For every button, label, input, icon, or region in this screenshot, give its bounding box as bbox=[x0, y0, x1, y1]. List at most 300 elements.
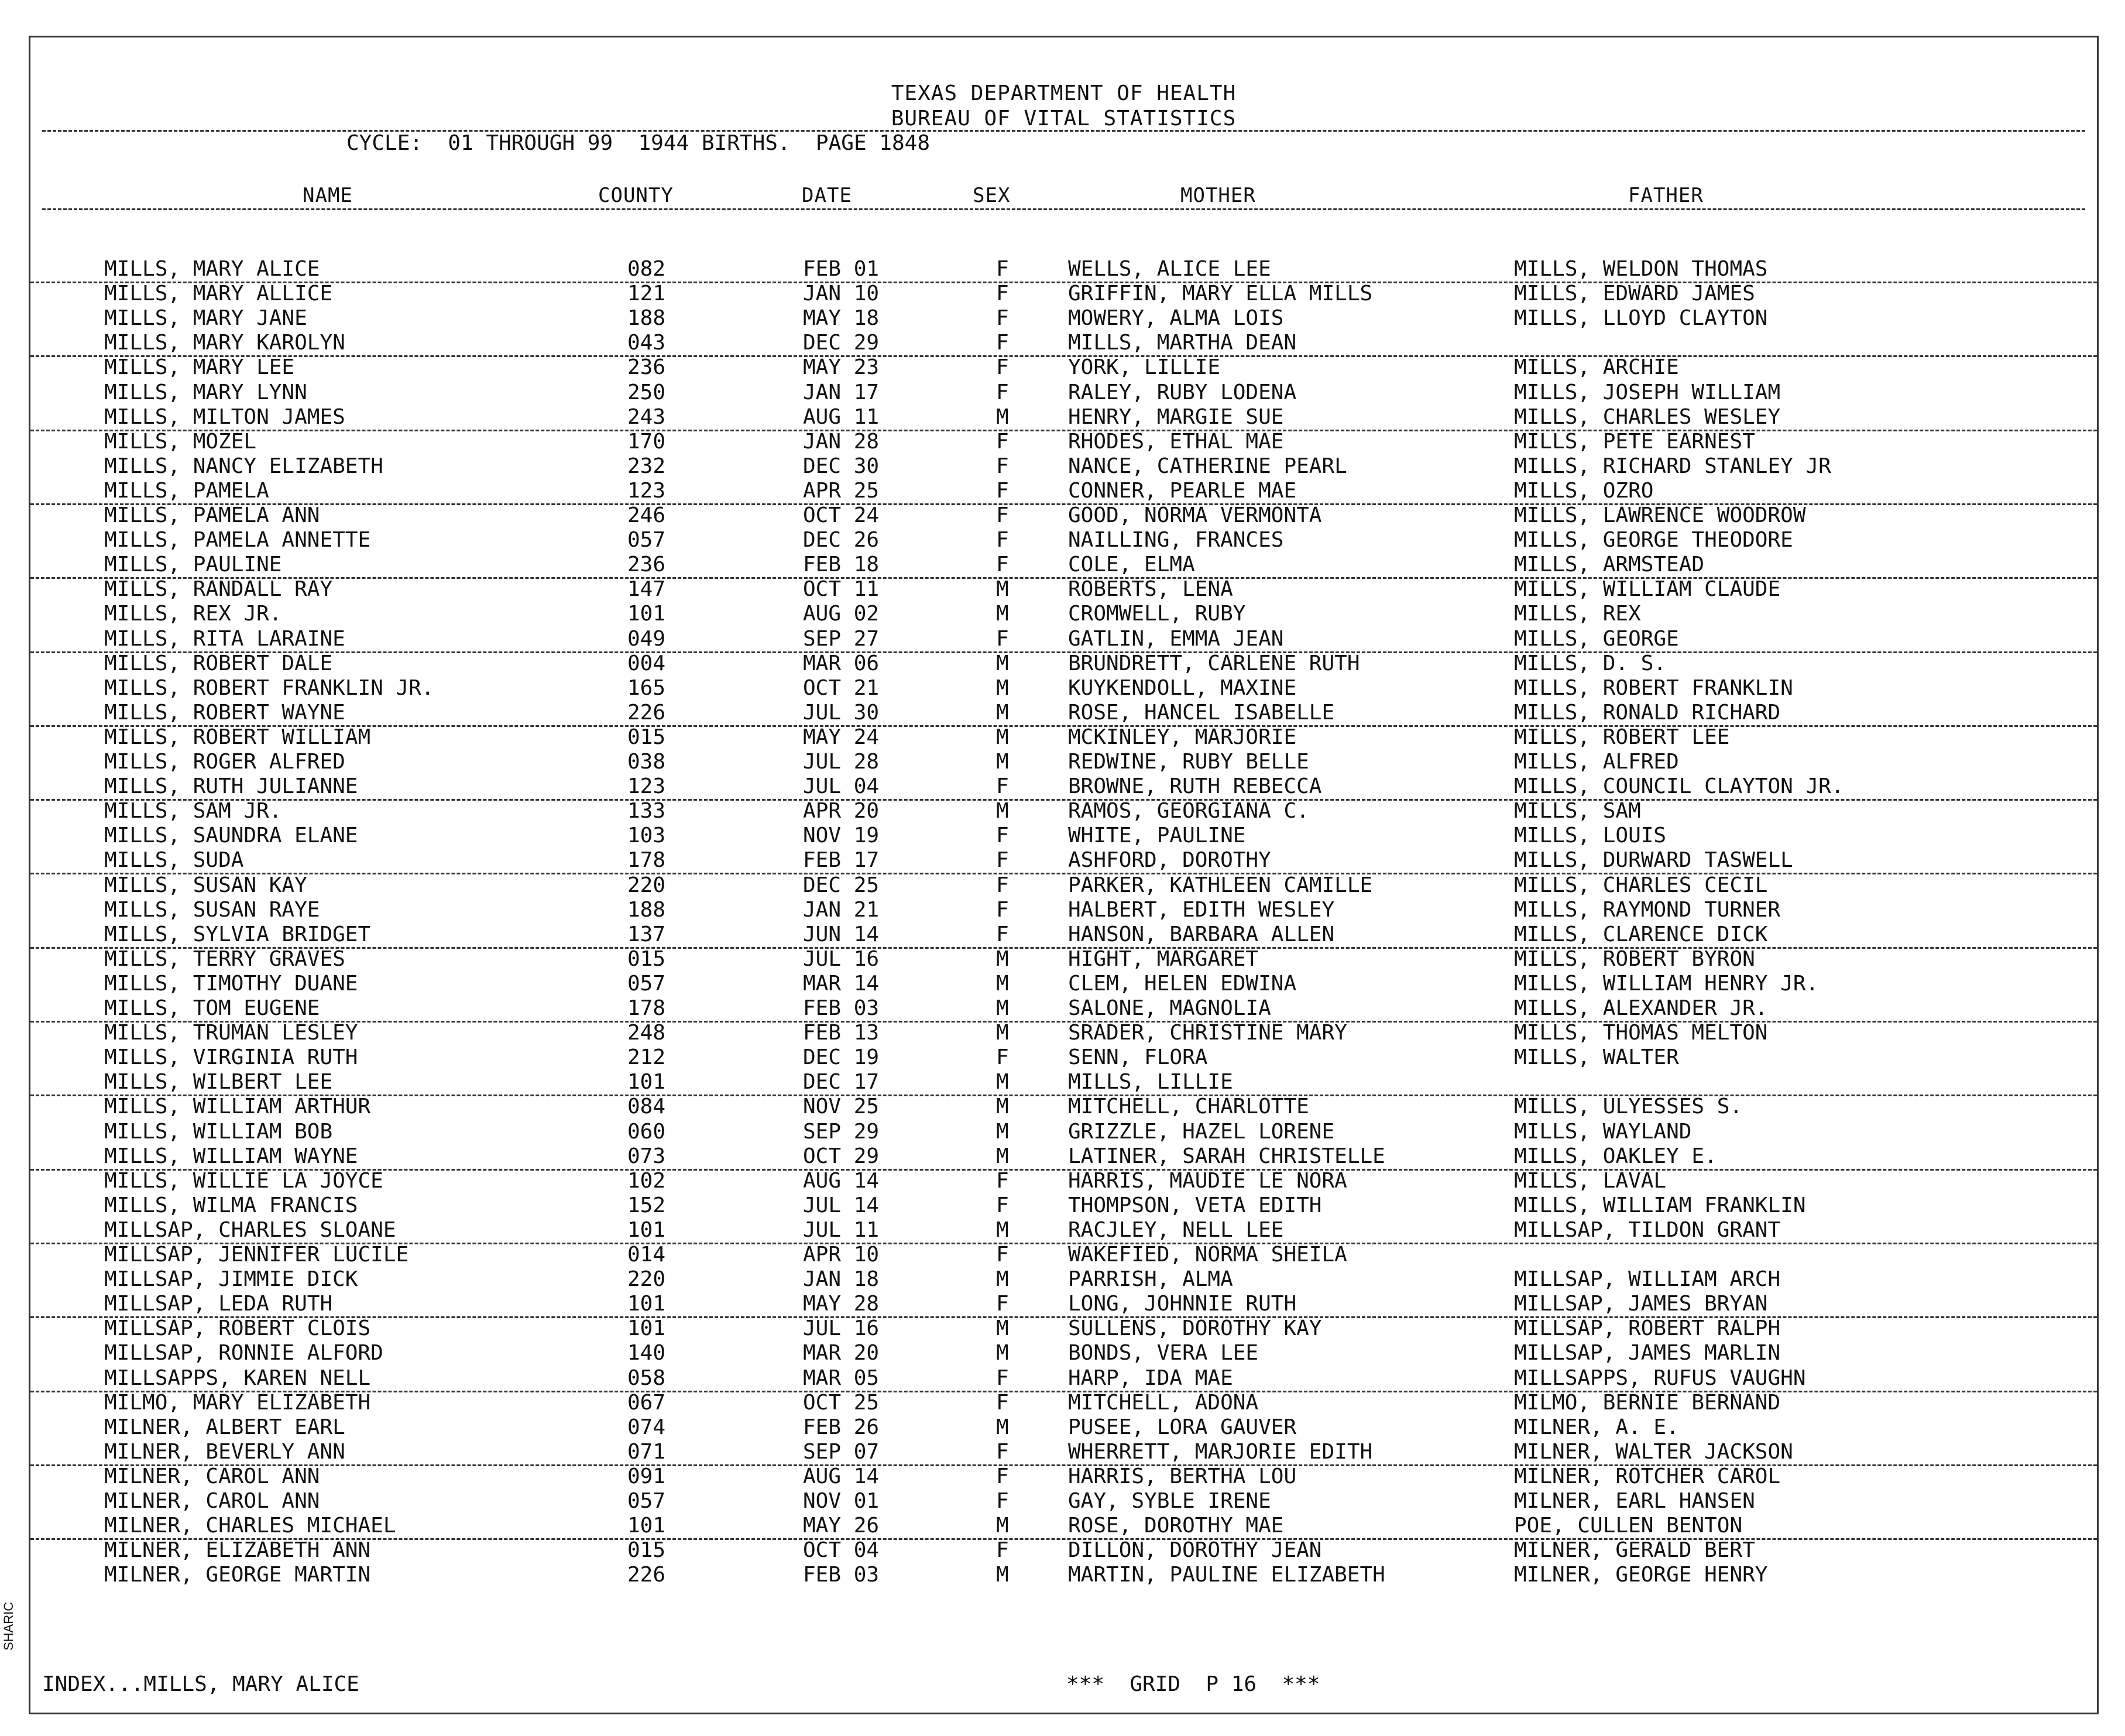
record-county: 140 bbox=[627, 1341, 666, 1366]
column-header-county: COUNTY bbox=[598, 184, 674, 207]
record-mother: COLE, ELMA bbox=[1068, 553, 1195, 577]
record-row bbox=[30, 1193, 2097, 1218]
record-name: MILLSAP, CHARLES SLOANE bbox=[104, 1217, 396, 1242]
record-name: MILLS, WILLIE LA JOYCE bbox=[104, 1168, 383, 1193]
record-row bbox=[30, 380, 2097, 405]
record-mother: SRADER, CHRISTINE MARY bbox=[1068, 1021, 1347, 1045]
record-name: MILLS, MARY KAROLYN bbox=[104, 331, 345, 355]
record-name: MILLS, ROGER ALFRED bbox=[104, 750, 345, 774]
record-county: 101 bbox=[627, 602, 666, 626]
record-sex: F bbox=[996, 454, 1009, 478]
column-header-sex: SEX bbox=[973, 184, 1011, 207]
record-name: MILLS, TRUMAN LESLEY bbox=[104, 1021, 358, 1045]
record-name: MILLS, NANCY ELIZABETH bbox=[104, 454, 383, 478]
record-date: AUG 02 bbox=[803, 602, 880, 626]
record-name: MILLS, SAM JR. bbox=[104, 799, 282, 824]
record-sex: F bbox=[996, 1390, 1009, 1415]
record-name: MILLS, WILLIAM BOB bbox=[104, 1119, 333, 1144]
record-mother: WAKEFIED, NORMA SHEILA bbox=[1068, 1243, 1347, 1267]
record-row bbox=[30, 1169, 2097, 1193]
record-county: 243 bbox=[627, 404, 666, 429]
record-sex: M bbox=[996, 1563, 1009, 1587]
record-sex: F bbox=[996, 1243, 1009, 1267]
record-mother: BRUNDRETT, CARLENE RUTH bbox=[1068, 651, 1360, 675]
record-name: MILLS, ROBERT WILLIAM bbox=[104, 725, 371, 749]
record-county: 123 bbox=[627, 774, 666, 799]
record-date: MAY 23 bbox=[803, 355, 880, 380]
record-father: MILLS, LAWRENCE WOODROW bbox=[1514, 503, 1806, 527]
record-county: 038 bbox=[627, 750, 666, 774]
record-row bbox=[30, 1144, 2097, 1171]
record-name: MILLS, RUTH JULIANNE bbox=[104, 774, 358, 799]
record-row bbox=[30, 972, 2097, 996]
record-date: JUL 14 bbox=[803, 1193, 880, 1217]
record-county: 188 bbox=[627, 897, 666, 922]
record-sex: M bbox=[996, 577, 1009, 602]
record-father: MILLS, WILLIAM FRANKLIN bbox=[1514, 1193, 1806, 1217]
record-row bbox=[30, 1415, 2097, 1440]
record-name: MILNER, ELIZABETH ANN bbox=[104, 1538, 371, 1563]
record-father: MILLS, D. S. bbox=[1514, 651, 1667, 675]
record-county: 102 bbox=[627, 1168, 666, 1193]
record-date: JAN 21 bbox=[803, 897, 880, 922]
record-name: MILLS, MARY ALICE bbox=[104, 257, 320, 281]
bureau-title: BUREAU OF VITAL STATISTICS bbox=[891, 107, 1237, 131]
record-mother: MCKINLEY, MARJORIE bbox=[1068, 725, 1297, 749]
record-father: MILLSAP, TILDON GRANT bbox=[1514, 1217, 1781, 1242]
record-name: MILNER, CAROL ANN bbox=[104, 1489, 320, 1513]
record-date: OCT 11 bbox=[803, 577, 880, 602]
record-date: DEC 29 bbox=[803, 331, 880, 355]
side-label: SHARIC bbox=[1, 1601, 16, 1651]
record-father: MILLS, WALTER bbox=[1514, 1045, 1679, 1070]
record-mother: BONDS, VERA LEE bbox=[1068, 1341, 1259, 1366]
record-mother: MARTIN, PAULINE ELIZABETH bbox=[1068, 1563, 1385, 1587]
record-mother: DILLON, DOROTHY JEAN bbox=[1068, 1538, 1322, 1563]
record-date: MAR 20 bbox=[803, 1341, 880, 1366]
record-date: OCT 24 bbox=[803, 503, 880, 527]
record-sex: F bbox=[996, 1489, 1009, 1513]
record-mother: LATINER, SARAH CHRISTELLE bbox=[1068, 1144, 1385, 1168]
index-footer: INDEX...MILLS, MARY ALICE bbox=[42, 1672, 359, 1696]
record-father: MILLS, THOMAS MELTON bbox=[1514, 1021, 1768, 1045]
record-father: MILLSAP, WILLIAM ARCH bbox=[1514, 1267, 1781, 1292]
record-county: 232 bbox=[627, 454, 666, 478]
record-father: MILNER, GEORGE HENRY bbox=[1514, 1563, 1768, 1587]
record-date: DEC 19 bbox=[803, 1045, 880, 1070]
record-sex: F bbox=[996, 503, 1009, 527]
record-name: MILLS, REX JR. bbox=[104, 602, 282, 626]
record-mother: RAMOS, GEORGIANA C. bbox=[1068, 799, 1309, 824]
record-father: MILLS, ULYESSES S. bbox=[1514, 1095, 1743, 1119]
record-sex: F bbox=[996, 282, 1009, 306]
record-date: JAN 10 bbox=[803, 282, 880, 306]
record-date: FEB 17 bbox=[803, 848, 880, 873]
record-sex: F bbox=[996, 1168, 1009, 1193]
record-father: MILLS, PETE EARNEST bbox=[1514, 429, 1755, 454]
record-mother: GAY, SYBLE IRENE bbox=[1068, 1489, 1271, 1513]
record-name: MILLSAP, ROBERT CLOIS bbox=[104, 1316, 371, 1341]
record-father: MILLS, ROBERT LEE bbox=[1514, 725, 1730, 749]
record-row bbox=[30, 257, 2097, 283]
record-father: MILLS, ROBERT BYRON bbox=[1514, 946, 1755, 971]
record-row bbox=[30, 1391, 2097, 1415]
record-county: 067 bbox=[627, 1390, 666, 1415]
record-date: AUG 14 bbox=[803, 1464, 880, 1488]
record-row bbox=[30, 1267, 2097, 1292]
record-mother: MITCHELL, ADONA bbox=[1068, 1390, 1259, 1415]
record-sex: M bbox=[996, 725, 1009, 749]
record-county: 049 bbox=[627, 626, 666, 651]
record-mother: HANSON, BARBARA ALLEN bbox=[1068, 922, 1335, 946]
record-county: 170 bbox=[627, 429, 666, 454]
record-date: APR 25 bbox=[803, 478, 880, 503]
record-date: DEC 30 bbox=[803, 454, 880, 478]
record-sex: F bbox=[996, 478, 1009, 503]
record-mother: RACJLEY, NELL LEE bbox=[1068, 1217, 1284, 1242]
column-header-date: DATE bbox=[802, 184, 852, 207]
record-mother: HENRY, MARGIE SUE bbox=[1068, 404, 1284, 429]
record-county: 152 bbox=[627, 1193, 666, 1217]
record-father: MILLS, JOSEPH WILLIAM bbox=[1514, 380, 1781, 404]
record-mother: GOOD, NORMA VERMONTA bbox=[1068, 503, 1322, 527]
record-sex: F bbox=[996, 1366, 1009, 1390]
column-header-name: NAME bbox=[303, 184, 353, 207]
record-row bbox=[30, 479, 2097, 505]
record-sex: M bbox=[996, 1119, 1009, 1144]
record-name: MILLSAPPS, KAREN NELL bbox=[104, 1366, 371, 1390]
record-sex: M bbox=[996, 651, 1009, 675]
record-mother: WELLS, ALICE LEE bbox=[1068, 257, 1271, 281]
record-mother: HIGHT, MARGARET bbox=[1068, 946, 1259, 971]
record-row bbox=[30, 1316, 2097, 1341]
record-county: 123 bbox=[627, 478, 666, 503]
record-row bbox=[30, 922, 2097, 949]
record-sex: F bbox=[996, 553, 1009, 577]
record-name: MILNER, CHARLES MICHAEL bbox=[104, 1514, 396, 1538]
record-father: POE, CULLEN BENTON bbox=[1514, 1514, 1743, 1538]
record-sex: F bbox=[996, 1538, 1009, 1563]
record-row bbox=[30, 1045, 2097, 1070]
record-county: 015 bbox=[627, 1538, 666, 1563]
record-mother: LONG, JOHNNIE RUTH bbox=[1068, 1292, 1297, 1316]
record-row bbox=[30, 701, 2097, 727]
record-name: MILLS, TOM EUGENE bbox=[104, 996, 320, 1020]
record-date: JAN 17 bbox=[803, 380, 880, 404]
record-county: 060 bbox=[627, 1119, 666, 1144]
record-row bbox=[30, 602, 2097, 626]
record-row bbox=[30, 405, 2097, 431]
record-mother: SENN, FLORA bbox=[1068, 1045, 1208, 1070]
record-name: MILLS, SAUNDRA ELANE bbox=[104, 824, 358, 848]
record-sex: F bbox=[996, 1045, 1009, 1070]
record-sex: F bbox=[996, 306, 1009, 331]
record-county: 236 bbox=[627, 553, 666, 577]
record-row bbox=[30, 774, 2097, 801]
record-county: 133 bbox=[627, 799, 666, 824]
record-mother: RHODES, ETHAL MAE bbox=[1068, 429, 1284, 454]
record-name: MILLS, PAMELA ANNETTE bbox=[104, 528, 371, 553]
record-mother: PARKER, KATHLEEN CAMILLE bbox=[1068, 873, 1373, 897]
record-row bbox=[30, 454, 2097, 479]
record-name: MILLS, WILLIAM WAYNE bbox=[104, 1144, 358, 1168]
record-father: MILNER, WALTER JACKSON bbox=[1514, 1439, 1793, 1464]
record-name: MILLS, SYLVIA BRIDGET bbox=[104, 922, 371, 946]
record-county: 121 bbox=[627, 282, 666, 306]
record-mother: HALBERT, EDITH WESLEY bbox=[1068, 897, 1335, 922]
record-date: FEB 26 bbox=[803, 1415, 880, 1439]
record-name: MILLSAP, LEDA RUTH bbox=[104, 1292, 333, 1316]
record-county: 004 bbox=[627, 651, 666, 675]
record-date: DEC 17 bbox=[803, 1070, 880, 1095]
record-mother: ROBERTS, LENA bbox=[1068, 577, 1233, 602]
record-mother: RALEY, RUBY LODENA bbox=[1068, 380, 1297, 404]
record-mother: GRIZZLE, HAZEL LORENE bbox=[1068, 1119, 1335, 1144]
record-name: MILLS, VIRGINIA RUTH bbox=[104, 1045, 358, 1070]
record-county: 212 bbox=[627, 1045, 666, 1070]
record-name: MILMO, MARY ELIZABETH bbox=[104, 1390, 371, 1415]
record-sex: F bbox=[996, 355, 1009, 380]
record-county: 091 bbox=[627, 1464, 666, 1488]
record-sex: M bbox=[996, 1070, 1009, 1095]
record-name: MILNER, ALBERT EARL bbox=[104, 1415, 345, 1439]
record-county: 250 bbox=[627, 380, 666, 404]
record-county: 043 bbox=[627, 331, 666, 355]
record-row bbox=[30, 1095, 2097, 1119]
record-sex: M bbox=[996, 404, 1009, 429]
record-name: MILNER, BEVERLY ANN bbox=[104, 1439, 345, 1464]
record-mother: CROMWELL, RUBY bbox=[1068, 602, 1246, 626]
record-county: 101 bbox=[627, 1292, 666, 1316]
record-sex: F bbox=[996, 1193, 1009, 1217]
record-row bbox=[30, 331, 2097, 357]
record-county: 015 bbox=[627, 725, 666, 749]
record-name: MILLS, WILMA FRANCIS bbox=[104, 1193, 358, 1217]
record-row bbox=[30, 1341, 2097, 1366]
record-name: MILLS, WILLIAM ARTHUR bbox=[104, 1095, 371, 1119]
record-mother: WHERRETT, MARJORIE EDITH bbox=[1068, 1439, 1373, 1464]
grid-footer: *** GRID P 16 *** bbox=[1066, 1672, 1320, 1696]
record-row bbox=[30, 848, 2097, 874]
record-county: 057 bbox=[627, 1489, 666, 1513]
record-mother: KUYKENDOLL, MAXINE bbox=[1068, 675, 1297, 700]
record-row bbox=[30, 282, 2097, 306]
record-name: MILLS, SUDA bbox=[104, 848, 244, 873]
record-county: 058 bbox=[627, 1366, 666, 1390]
record-row bbox=[30, 873, 2097, 898]
record-county: 015 bbox=[627, 946, 666, 971]
record-date: MAR 05 bbox=[803, 1366, 880, 1390]
record-county: 178 bbox=[627, 996, 666, 1020]
record-sheet bbox=[29, 36, 2099, 1714]
record-mother: HARP, IDA MAE bbox=[1068, 1366, 1233, 1390]
record-sex: F bbox=[996, 626, 1009, 651]
record-father: MILLS, OZRO bbox=[1514, 478, 1654, 503]
record-name: MILNER, CAROL ANN bbox=[104, 1464, 320, 1488]
record-name: MILLS, TERRY GRAVES bbox=[104, 946, 345, 971]
record-sex: M bbox=[996, 1144, 1009, 1168]
record-mother: HARRIS, BERTHA LOU bbox=[1068, 1464, 1297, 1488]
record-father: MILLS, REX bbox=[1514, 602, 1641, 626]
record-father: MILLSAPPS, RUFUS VAUGHN bbox=[1514, 1366, 1806, 1390]
record-father: MILLS, RAYMOND TURNER bbox=[1514, 897, 1781, 922]
record-father: MILMO, BERNIE BERNAND bbox=[1514, 1390, 1781, 1415]
record-county: 248 bbox=[627, 1021, 666, 1045]
record-name: MILLS, RANDALL RAY bbox=[104, 577, 333, 602]
record-date: APR 10 bbox=[803, 1243, 880, 1267]
record-date: OCT 25 bbox=[803, 1390, 880, 1415]
record-date: JUL 28 bbox=[803, 750, 880, 774]
record-sex: M bbox=[996, 1316, 1009, 1341]
record-row bbox=[30, 1538, 2097, 1563]
record-father: MILLS, RONALD RICHARD bbox=[1514, 700, 1781, 725]
cycle-line: CYCLE: 01 THROUGH 99 1944 BIRTHS. PAGE 1848 bbox=[346, 131, 930, 155]
record-sex: M bbox=[996, 675, 1009, 700]
record-mother: YORK, LILLIE bbox=[1068, 355, 1221, 380]
record-row bbox=[30, 676, 2097, 701]
record-mother: SALONE, MAGNOLIA bbox=[1068, 996, 1271, 1020]
record-county: 226 bbox=[627, 1563, 666, 1587]
record-date: SEP 07 bbox=[803, 1439, 880, 1464]
record-name: MILLS, TIMOTHY DUANE bbox=[104, 971, 358, 996]
record-father: MILLSAP, JAMES MARLIN bbox=[1514, 1341, 1781, 1366]
record-father: MILLS, WILLIAM HENRY JR. bbox=[1514, 971, 1819, 996]
record-date: NOV 25 bbox=[803, 1095, 880, 1119]
record-date: MAY 26 bbox=[803, 1514, 880, 1538]
record-name: MILLS, MOZEL bbox=[104, 429, 257, 454]
record-row bbox=[30, 824, 2097, 848]
record-father: MILLS, COUNCIL CLAYTON JR. bbox=[1514, 774, 1844, 799]
record-date: NOV 01 bbox=[803, 1489, 880, 1513]
record-father: MILNER, A. E. bbox=[1514, 1415, 1679, 1439]
record-date: OCT 29 bbox=[803, 1144, 880, 1168]
record-row bbox=[30, 1440, 2097, 1466]
record-father: MILLS, LAVAL bbox=[1514, 1168, 1667, 1193]
record-father: MILLS, GEORGE THEODORE bbox=[1514, 528, 1793, 553]
record-date: MAY 24 bbox=[803, 725, 880, 749]
record-mother: CLEM, HELEN EDWINA bbox=[1068, 971, 1297, 996]
record-county: 014 bbox=[627, 1243, 666, 1267]
record-mother: PUSEE, LORA GAUVER bbox=[1068, 1415, 1297, 1439]
record-county: 165 bbox=[627, 675, 666, 700]
record-county: 071 bbox=[627, 1439, 666, 1464]
record-father: MILLS, CHARLES CECIL bbox=[1514, 873, 1768, 897]
record-father: MILLSAP, JAMES BRYAN bbox=[1514, 1292, 1768, 1316]
record-mother: THOMPSON, VETA EDITH bbox=[1068, 1193, 1322, 1217]
record-mother: HARRIS, MAUDIE LE NORA bbox=[1068, 1168, 1347, 1193]
record-mother: CONNER, PEARLE MAE bbox=[1068, 478, 1297, 503]
record-name: MILLS, SUSAN KAY bbox=[104, 873, 307, 897]
record-county: 082 bbox=[627, 257, 666, 281]
record-sex: M bbox=[996, 1415, 1009, 1439]
record-date: FEB 18 bbox=[803, 553, 880, 577]
record-name: MILNER, GEORGE MARTIN bbox=[104, 1563, 371, 1587]
record-sex: F bbox=[996, 1439, 1009, 1464]
record-county: 057 bbox=[627, 971, 666, 996]
record-county: 178 bbox=[627, 848, 666, 873]
record-name: MILLS, RITA LARAINE bbox=[104, 626, 345, 651]
record-sex: M bbox=[996, 1341, 1009, 1366]
record-date: AUG 14 bbox=[803, 1168, 880, 1193]
record-county: 101 bbox=[627, 1514, 666, 1538]
record-county: 220 bbox=[627, 873, 666, 897]
record-row bbox=[30, 898, 2097, 922]
record-mother: MILLS, LILLIE bbox=[1068, 1070, 1233, 1095]
record-date: MAR 06 bbox=[803, 651, 880, 675]
record-date: SEP 27 bbox=[803, 626, 880, 651]
record-row bbox=[30, 996, 2097, 1023]
record-row bbox=[30, 1514, 2097, 1540]
record-sex: F bbox=[996, 257, 1009, 281]
record-date: AUG 11 bbox=[803, 404, 880, 429]
record-mother: SULLENS, DOROTHY KAY bbox=[1068, 1316, 1322, 1341]
record-sex: M bbox=[996, 700, 1009, 725]
record-name: MILLS, SUSAN RAYE bbox=[104, 897, 320, 922]
record-sex: M bbox=[996, 1095, 1009, 1119]
record-sex: M bbox=[996, 946, 1009, 971]
record-mother: BROWNE, RUTH REBECCA bbox=[1068, 774, 1322, 799]
record-sex: F bbox=[996, 897, 1009, 922]
record-father: MILLS, WILLIAM CLAUDE bbox=[1514, 577, 1781, 602]
record-name: MILLSAP, JENNIFER LUCILE bbox=[104, 1243, 409, 1267]
record-mother: ASHFORD, DOROTHY bbox=[1068, 848, 1271, 873]
record-sex: F bbox=[996, 1292, 1009, 1316]
record-row bbox=[30, 430, 2097, 454]
record-mother: GRIFFIN, MARY ELLA MILLS bbox=[1068, 282, 1373, 306]
record-mother: MOWERY, ALMA LOIS bbox=[1068, 306, 1284, 331]
column-header-father: FATHER bbox=[1628, 184, 1704, 207]
record-name: MILLS, MILTON JAMES bbox=[104, 404, 345, 429]
record-date: SEP 29 bbox=[803, 1119, 880, 1144]
record-date: JAN 28 bbox=[803, 429, 880, 454]
record-mother: REDWINE, RUBY BELLE bbox=[1068, 750, 1309, 774]
record-row bbox=[30, 553, 2097, 579]
record-county: 236 bbox=[627, 355, 666, 380]
record-father: MILLS, GEORGE bbox=[1514, 626, 1679, 651]
record-row bbox=[30, 750, 2097, 774]
record-date: APR 20 bbox=[803, 799, 880, 824]
record-sex: F bbox=[996, 824, 1009, 848]
record-county: 101 bbox=[627, 1316, 666, 1341]
record-county: 101 bbox=[627, 1070, 666, 1095]
record-sex: F bbox=[996, 848, 1009, 873]
record-row bbox=[30, 1292, 2097, 1318]
records-list bbox=[30, 37, 2097, 1713]
record-father: MILLS, LOUIS bbox=[1514, 824, 1667, 848]
record-row bbox=[30, 503, 2097, 528]
record-father: MILLS, OAKLEY E. bbox=[1514, 1144, 1717, 1168]
record-date: FEB 03 bbox=[803, 1563, 880, 1587]
record-mother: PARRISH, ALMA bbox=[1068, 1267, 1233, 1292]
record-date: DEC 26 bbox=[803, 528, 880, 553]
record-father: MILLS, ALFRED bbox=[1514, 750, 1679, 774]
record-date: FEB 03 bbox=[803, 996, 880, 1020]
record-mother: GATLIN, EMMA JEAN bbox=[1068, 626, 1284, 651]
record-father: MILLS, CLARENCE DICK bbox=[1514, 922, 1768, 946]
record-sex: F bbox=[996, 331, 1009, 355]
record-name: MILLS, ROBERT WAYNE bbox=[104, 700, 345, 725]
record-row bbox=[30, 306, 2097, 331]
record-sex: M bbox=[996, 799, 1009, 824]
record-sex: F bbox=[996, 528, 1009, 553]
record-sex: M bbox=[996, 996, 1009, 1020]
record-name: MILLS, MARY LYNN bbox=[104, 380, 307, 404]
record-name: MILLS, ROBERT FRANKLIN JR. bbox=[104, 675, 434, 700]
record-sex: M bbox=[996, 750, 1009, 774]
record-name: MILLSAP, JIMMIE DICK bbox=[104, 1267, 358, 1292]
record-county: 220 bbox=[627, 1267, 666, 1292]
record-name: MILLS, MARY ALLICE bbox=[104, 282, 333, 306]
